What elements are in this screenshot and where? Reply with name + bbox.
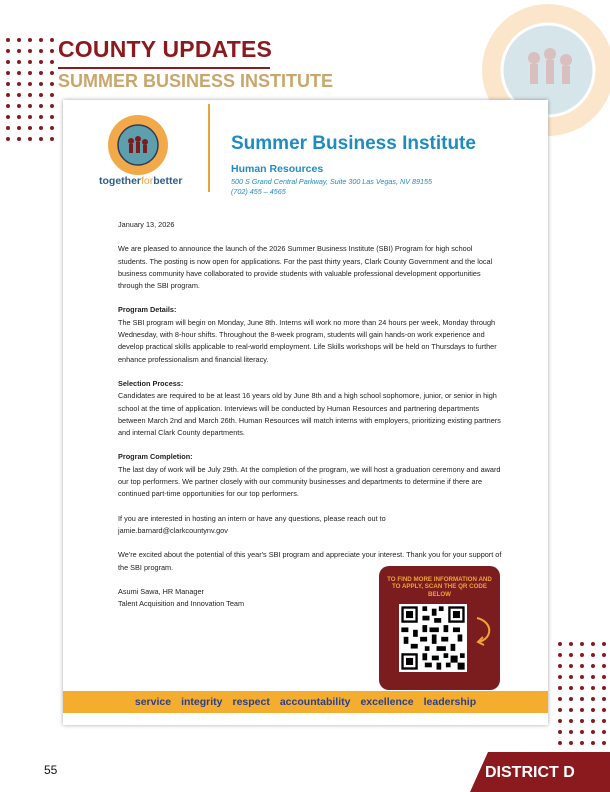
signer-name: Asumi Sawa, HR Manager <box>118 586 204 596</box>
value-item: accountability <box>279 696 351 708</box>
selection-heading: Selection Process: <box>118 378 184 388</box>
qr-code-icon[interactable] <box>399 604 467 672</box>
details-heading: Program Details: <box>118 305 177 315</box>
letter-body <box>118 219 503 610</box>
value-item: integrity <box>181 696 223 708</box>
letterhead-phone: (702) 455 – 4565 <box>231 187 286 196</box>
district-label: DISTRICT D <box>485 764 575 781</box>
section-subtitle: SUMMER BUSINESS INSTITUTE <box>58 71 334 91</box>
clark-county-seal-logo <box>107 114 169 176</box>
contact-email-link[interactable]: jamie.barnard@clarkcountynv.gov <box>118 525 228 535</box>
values-banner <box>63 691 548 713</box>
signer-team: Talent Acquisition and Innovation Team <box>118 599 245 609</box>
value-item: respect <box>232 696 270 708</box>
curved-arrow-icon <box>473 616 495 646</box>
value-item: service <box>134 696 172 708</box>
qr-callout <box>379 566 500 690</box>
value-item: excellence <box>360 696 414 708</box>
letter-date: January 13, 2026 <box>118 220 175 229</box>
letterhead-department: Human Resources <box>231 163 324 175</box>
section-title: COUNTY UPDATES <box>58 36 273 62</box>
letter-document <box>63 100 548 725</box>
value-item: leadership <box>423 696 477 708</box>
contact-text: If you are interested in hosting an intern or have any questions, please reach out to <box>118 513 386 523</box>
letterhead-divider <box>208 104 210 192</box>
title-underline <box>58 67 270 69</box>
letterhead-address: 500 S Grand Central Parkway, Suite 300 Las Vegas, NV 89155 <box>231 177 432 186</box>
letter-intro: We are pleased to announce the launch of the 2026 Summer Business Institute (SBI) Program for high school students. The posting is now open for applications. For the past thirty years, Clark County Government and the local business community have collaborated to provide students with valuable professional development opportunities through the SBI program. <box>118 244 493 291</box>
page-number: 55 <box>44 763 58 777</box>
brand-tagline: togetherforbetter <box>99 175 183 187</box>
decorative-dot-grid <box>558 642 606 745</box>
details-text: The SBI program will begin on Monday, June 8th. Interns will work no more than 24 hours per week, Monday through Wednesday, with 8-hour shifts. Throughout the 8-week program, students will gain hands-on work experience and develop practical skills applicable to real-world employment. Life Skills workshops will be held on Thursdays to further enhance professionalism and financial literacy. <box>118 317 497 364</box>
completion-text: The last day of work will be July 29th. At the completion of the program, we will host a graduation ceremony and award our top performers. We partner closely with our community businesses and departments to determine if there are continued part-time opportunities for our top performers. <box>118 464 501 499</box>
selection-text: Candidates are required to be at least 16 years old by June 8th and a high school sophomore, junior, or senior in high school at the time of application. Interviews will be conducted by Human Resources and partnering departments between March 2nd and March 26th. Human Resources will match interns with employers, prioritizing existing partners and internal Clark County departments. <box>118 391 501 438</box>
closing-text: We're excited about the potential of this year's SBI program and appreciate your interest. Thank you for your support of the SBI program. <box>118 550 502 572</box>
completion-heading: Program Completion: <box>118 452 193 462</box>
qr-instructions: TO FIND MORE INFORMATION AND TO APPLY, SCAN THE QR CODE BELOW <box>387 576 492 598</box>
decorative-dot-grid <box>6 38 54 141</box>
letterhead-title: Summer Business Institute <box>231 133 476 154</box>
